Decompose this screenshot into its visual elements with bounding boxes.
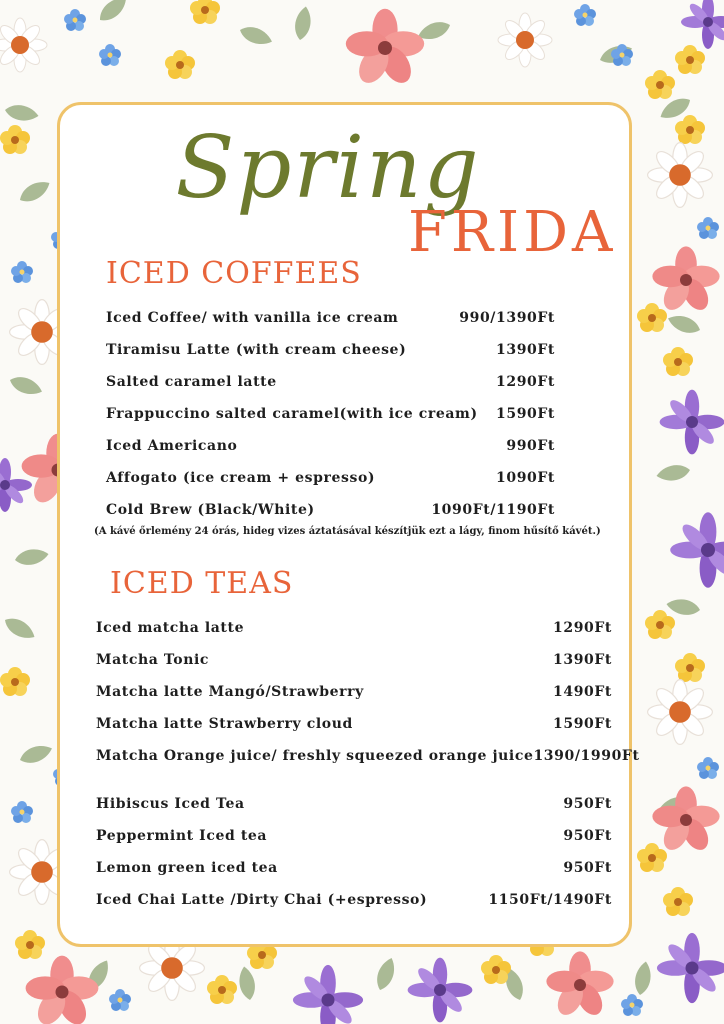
item-price: 1090Ft/1190Ft	[431, 502, 555, 518]
item-price: 1150Ft/1490Ft	[488, 892, 612, 908]
menu-item	[96, 716, 612, 732]
item-price: 990Ft	[506, 438, 555, 454]
item-price: 1390/1990Ft	[533, 748, 640, 764]
menu-item	[96, 652, 612, 668]
cold-brew-note: (A kávé őrlemény 24 órás, hideg vizes áztatásával készítjük ezt a lágy, finom hűsítő kávét.)	[94, 526, 601, 537]
item-name: Peppermint Iced tea	[96, 828, 268, 844]
menu-item	[96, 684, 612, 700]
item-name: Frappuccino salted caramel(with ice cream)	[106, 406, 478, 422]
menu-item	[106, 502, 555, 518]
item-price: 1590Ft	[496, 406, 555, 422]
item-price: 1390Ft	[553, 652, 612, 668]
item-name: Cold Brew (Black/White)	[106, 502, 315, 518]
item-price: 990/1390Ft	[459, 310, 555, 326]
item-name: Tiramisu Latte (with cream cheese)	[106, 342, 407, 358]
menu-item	[106, 374, 555, 390]
item-name: Matcha latte Strawberry cloud	[96, 716, 353, 732]
menu-item	[96, 828, 612, 844]
item-name: Iced Chai Latte /Dirty Chai (+espresso)	[96, 892, 428, 908]
section-title-iced-coffees: ICED COFFEES	[106, 256, 362, 291]
menu-item	[96, 796, 612, 812]
item-name: Iced Americano	[106, 438, 238, 454]
item-price: 950Ft	[563, 796, 612, 812]
menu-item	[106, 310, 555, 326]
item-price: 950Ft	[563, 828, 612, 844]
item-price: 1490Ft	[553, 684, 612, 700]
item-price: 1090Ft	[496, 470, 555, 486]
section-title-iced-teas: ICED TEAS	[110, 566, 294, 601]
item-name: Matcha latte Mangó/Strawberry	[96, 684, 364, 700]
menu-item	[106, 470, 555, 486]
menu-item	[106, 438, 555, 454]
item-price: 1290Ft	[553, 620, 612, 636]
menu-item	[106, 342, 555, 358]
item-price: 950Ft	[563, 860, 612, 876]
brand-title: FRIDA	[408, 200, 617, 265]
item-price: 1290Ft	[496, 374, 555, 390]
item-price: 1590Ft	[553, 716, 612, 732]
script-title: Spring	[175, 118, 481, 218]
item-name: Lemon green iced tea	[96, 860, 278, 876]
item-name: Salted caramel latte	[106, 374, 277, 390]
item-name: Hibiscus Iced Tea	[96, 796, 245, 812]
item-name: Affogato (ice cream + espresso)	[106, 470, 376, 486]
menu-item	[96, 860, 612, 876]
menu-item	[96, 748, 640, 764]
item-name: Iced Coffee/ with vanilla ice cream	[106, 310, 399, 326]
item-name: Matcha Orange juice/ freshly squeezed orange juice	[96, 748, 534, 764]
item-name: Iced matcha latte	[96, 620, 245, 636]
menu-item	[96, 620, 612, 636]
menu-item	[96, 892, 612, 908]
item-price: 1390Ft	[496, 342, 555, 358]
item-name: Matcha Tonic	[96, 652, 210, 668]
menu-item	[106, 406, 555, 422]
